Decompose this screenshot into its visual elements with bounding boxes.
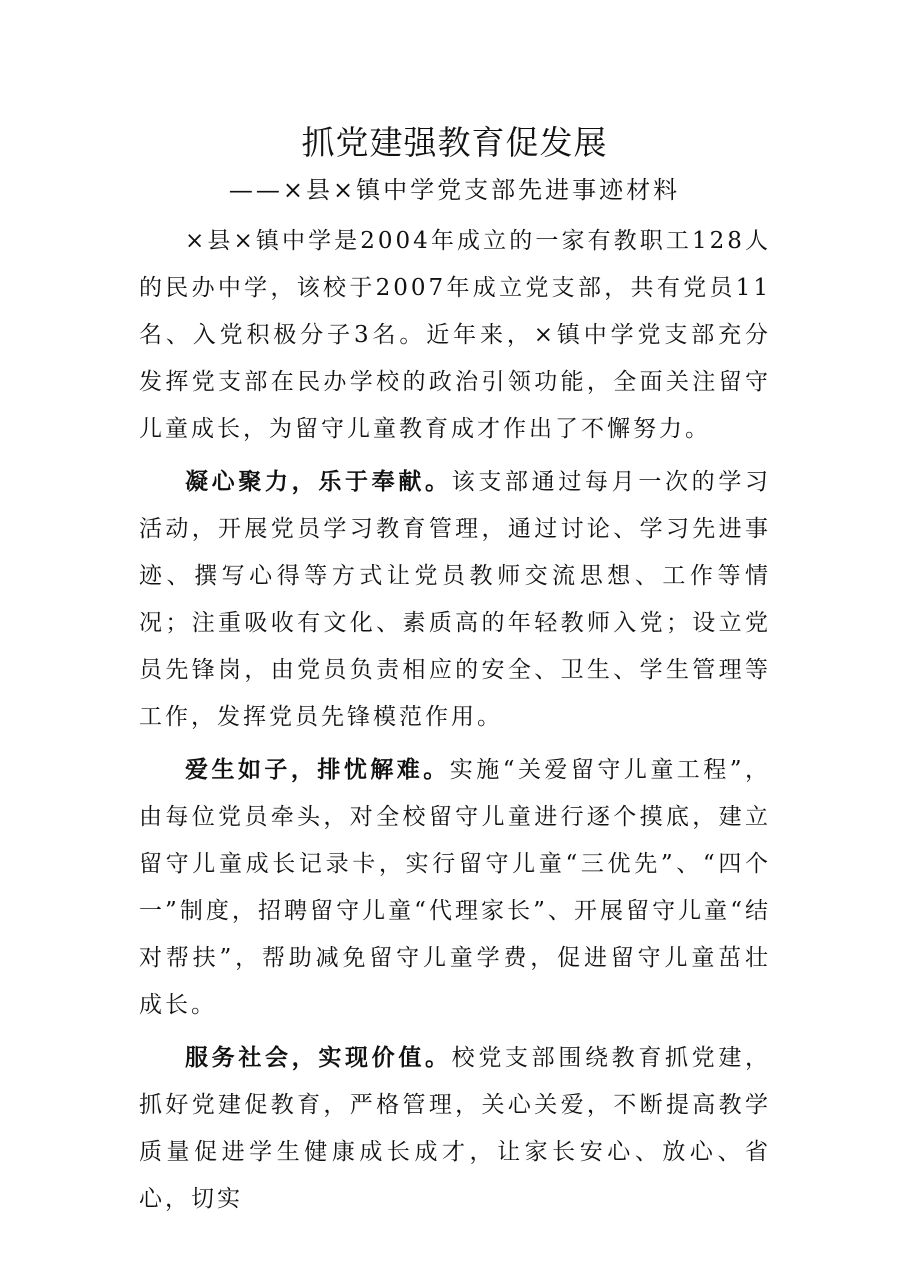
paragraph-unity <box>139 459 771 741</box>
document-body <box>139 218 771 1229</box>
paragraph-text: 实施“关爱留守儿童工程”，由每位党员牵头，对全校留守儿童进行逐个摸底，建立留守儿童成长记录卡，实行留守儿童“三优先”、“四个一”制度，招聘留守儿童“代理家长”、开展留守儿童“结对帮扶”，帮助减免留守儿童学费，促进留守儿童茁壮成长。 <box>139 757 771 1018</box>
paragraph-care <box>139 747 771 1029</box>
paragraph-text: ×县×镇中学是2004年成立的一家有教职工128人的民办中学，该校于2007年成立党支部，共有党员11名、入党积极分子3名。近年来，×镇中学党支部充分发挥党支部在民办学校的政治引领功能，全面关注留守儿童成长，为留守儿童教育成才作出了不懈努力。 <box>139 228 771 442</box>
paragraph-intro <box>139 218 771 453</box>
document-subtitle: ——×县×镇中学党支部先进事迹材料 <box>228 176 681 204</box>
document-title: 抓党建强教育促发展 <box>301 123 608 162</box>
paragraph-lead: 凝心聚力，乐于奉献。 <box>185 469 452 495</box>
paragraph-text: 该支部通过每月一次的学习活动，开展党员学习教育管理，通过讨论、学习先进事迹、撰写心得等方式让党员教师交流思想、工作等情况；注重吸收有文化、素质高的年轻教师入党；设立党员先锋岗，由党员负责相应的安全、卫生、学生管理等工作，发挥党员先锋模范作用。 <box>139 469 772 730</box>
paragraph-lead: 爱生如子，排忧解难。 <box>185 757 450 783</box>
paragraph-lead: 服务社会，实现价值。 <box>185 1045 452 1071</box>
paragraph-service <box>139 1035 771 1223</box>
paragraph-text: 校党支部围绕教育抓党建，抓好党建促教育，严格管理，关心关爱，不断提高教学质量促进学生健康成长成才，让家长安心、放心、省心，切实 <box>139 1045 772 1212</box>
